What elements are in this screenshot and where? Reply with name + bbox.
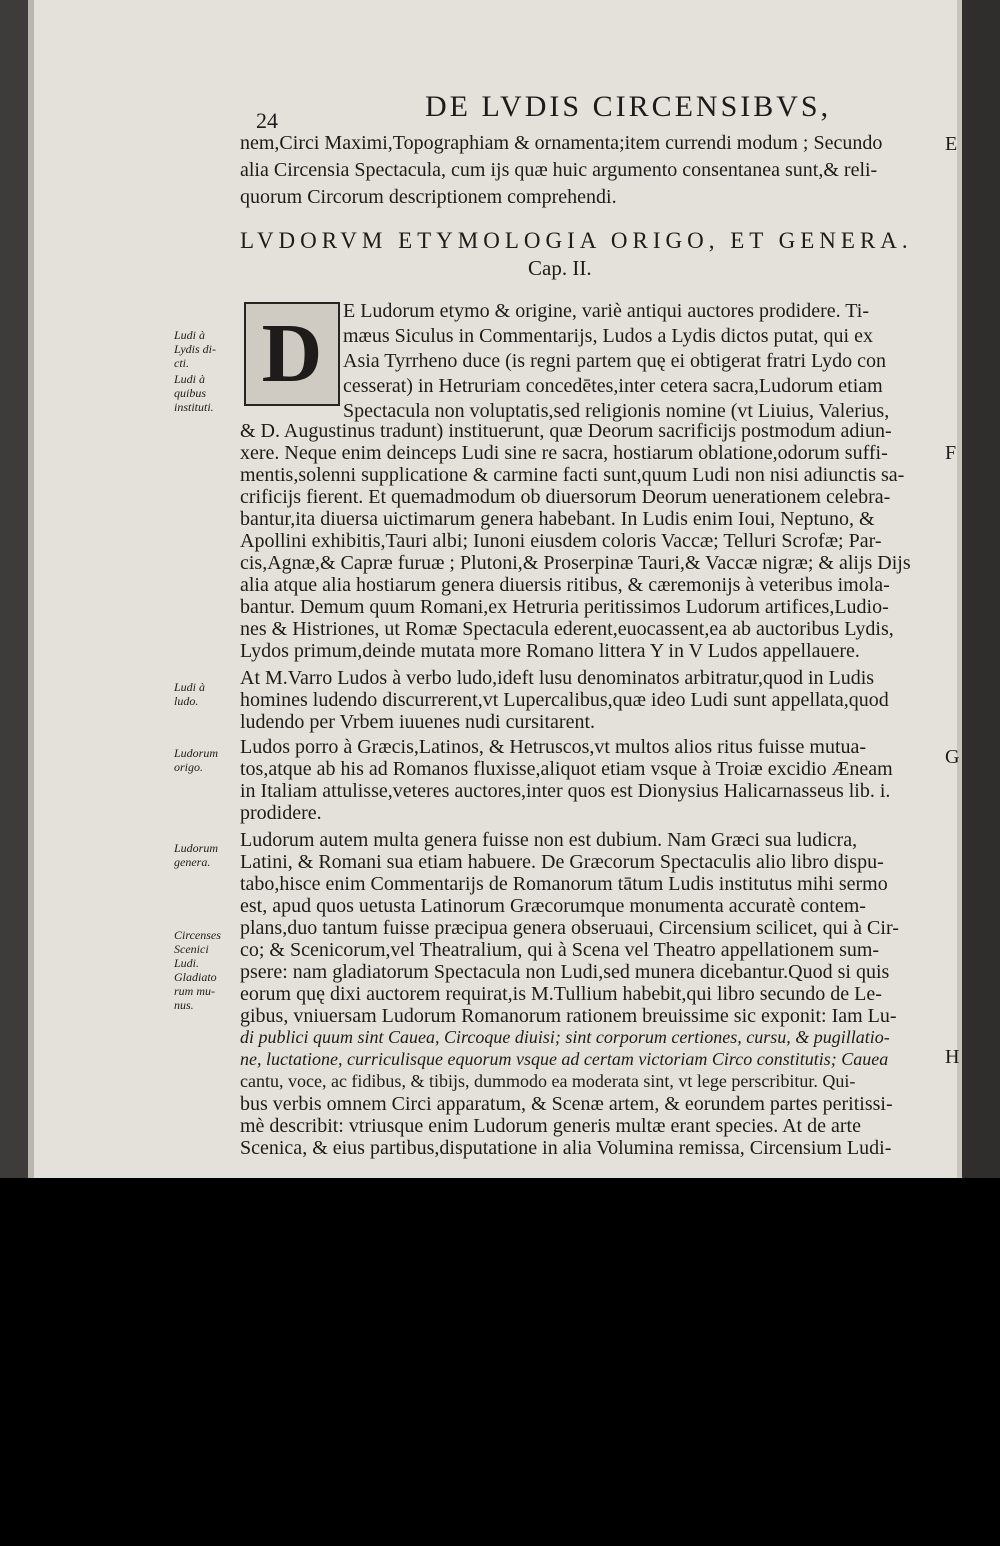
text-line: cantu, voce, ac fidibus, & tibijs, dummodo ea moderata sint, vt lege perscribitur. Qui- <box>240 1071 856 1091</box>
text-line-italic: ne, luctatione, curriculisque equorum vsque ad certam victoriam Circo constitutis; Cauea <box>240 1049 889 1069</box>
text-line: mè describit: vtriusque enim Ludorum generis multæ erant species. At de arte <box>240 1115 861 1137</box>
text-line: Scenica, & eius partibus,disputatione in alia Volumina remissa, Circensium Ludi- <box>240 1137 892 1159</box>
text-line: nem,Circi Maximi,Topographiam & ornamenta;item currendi modum ; Secundo <box>240 132 883 154</box>
margin-note: Ludorum <box>174 746 219 760</box>
margin-note: Lydis di- <box>174 342 216 356</box>
text-line: psere: nam gladiatorum Spectacula non Ludi,sed munera dicebantur.Quod si quis <box>240 961 890 983</box>
text-line-italic: di publici quum sint Cauea, Circoque diuisi; sint corporum certiones, cursu, & pugillatio- <box>240 1027 890 1047</box>
text-line: mæus Siculus in Commentarijs, Ludos a Lydis dictos putat, qui ex <box>343 325 873 347</box>
margin-note: origo. <box>174 760 204 774</box>
text-line: homines ludendo discurrerent,vt Lupercalibus,quæ ideo Ludi sunt appellata,quod <box>240 689 889 711</box>
text-line: bantur,ita diuersa uictimarum genera habebant. In Ludis enim Ioui, Neptuno, & <box>240 508 875 530</box>
text-line: Asia Tyrrheno duce (is regni partem quę ei obtigerat fratri Lydo con <box>343 350 887 372</box>
text-line: cis,Agnæ,& Capræ furuæ ; Plutoni,& Proserpinæ Tauri,& Vaccæ nigræ; & alijs Dijs <box>240 552 911 574</box>
margin-note: quibus <box>174 386 207 400</box>
text-line: alia Circensia Spectacula, cum ijs quæ huic argumento consentanea sunt,& reli- <box>240 159 878 181</box>
section-letter: E <box>945 133 958 155</box>
margin-note: Circenses <box>174 928 221 942</box>
text-line: At M.Varro Ludos à verbo ludo,ideft lusu denominatos arbitratur,quod in Ludis <box>240 667 875 689</box>
drop-cap-letter: D <box>261 307 323 400</box>
margin-note: Gladiato <box>174 970 217 984</box>
text-line: gibus, vniuersam Ludorum Romanorum rationem breuissime sic exponit: Iam Lu- <box>240 1005 897 1027</box>
text-line: plans,duo tantum fuisse præcipua genera obseruaui, Circensium scilicet, qui à Cir- <box>240 917 899 939</box>
text-line: nes & Histriones, ut Romæ Spectacula ederent,euocassent,ea ab auctoribus Lydis, <box>240 618 894 640</box>
drop-cap <box>244 302 340 406</box>
page-number: 24 <box>256 108 278 133</box>
margin-note: Ludorum <box>174 841 219 855</box>
text-line: xere. Neque enim deinceps Ludi sine re sacra, hostiarum oblatione,odorum suffi- <box>240 442 888 464</box>
text-line: co; & Scenicorum,vel Theatralium, qui à Scena vel Theatro appellationem sum- <box>240 939 880 961</box>
running-head: DE LVDIS CIRCENSIBVS, <box>425 90 832 123</box>
text-line: eorum quę dixi auctorem requirat,is M.Tullium habebit,qui libro secundo de Le- <box>240 983 882 1005</box>
left-page-edge <box>28 0 34 1178</box>
text-line: ludendo per Vrbem iuuenes nudi cursitarent. <box>240 711 595 733</box>
section-letter: G <box>945 746 960 768</box>
section-title: LVDORVM ETYMOLOGIA ORIGO, ET GENERA. <box>240 228 913 253</box>
section-letter: H <box>945 1046 960 1068</box>
right-background <box>962 0 1000 1178</box>
margin-note: Ludi à <box>174 680 206 694</box>
margin-note: Scenici <box>174 942 209 956</box>
text-line: tabo,hisce enim Commentarijs de Romanorum tātum Ludis institutus mihi sermo <box>240 873 888 895</box>
text-line: est, apud quos uetusta Latinorum Græcorumque monumenta accuratè contem- <box>240 895 866 917</box>
margin-note: genera. <box>174 855 211 869</box>
margin-note: ludo. <box>174 694 199 708</box>
margin-note: cti. <box>174 356 189 370</box>
empty-background <box>0 1178 1000 1546</box>
text-line: crificijs fierent. Et quemadmodum ob diuersorum Deorum uenerationem celebra- <box>240 486 891 508</box>
left-binding-shadow <box>0 0 28 1178</box>
text-line: E Ludorum etymo & origine, variè antiqui auctores prodidere. Ti- <box>343 300 869 322</box>
section-letter: F <box>945 442 957 464</box>
text-line: & D. Augustinus tradunt) instituerunt, quæ Deorum sacrificijs postmodum adiun- <box>240 420 892 442</box>
chapter-label: Cap. II. <box>528 256 592 280</box>
margin-note: Ludi à <box>174 372 206 386</box>
text-line: Latini, & Romani sua etiam habuere. De Græcorum Spectaculis alio libro dispu- <box>240 851 884 873</box>
text-line: alia atque alia hostiarum genera diuersis ritibus, & cæremonijs à veteribus imola- <box>240 574 890 596</box>
text-line: bus verbis omnem Circi apparatum, & Scenæ artem, & eorundem partes peritissi- <box>240 1093 893 1115</box>
text-line: Lydos primum,deinde mutata more Romano littera Y in V Ludos appellauere. <box>240 640 860 662</box>
text-line: Ludorum autem multa genera fuisse non est dubium. Nam Græci sua ludicra, <box>240 829 858 851</box>
text-line: prodidere. <box>240 802 322 824</box>
text-line: Spectacula non voluptatis,sed religionis nomine (vt Liuius, Valerius, <box>343 400 890 422</box>
text-line: tos,atque ab his ad Romanos fluxisse,aliquot etiam vsque à Troiæ excidio Æneam <box>240 758 893 780</box>
text-line: mentis,solenni supplicatione & carmine facti sunt,quum Ludi non nisi adiunctis sa- <box>240 464 905 486</box>
text-line: in Italiam attulisse,veteres auctores,inter quos est Dionysius Halicarnasseus lib. i. <box>240 780 891 802</box>
margin-note: nus. <box>174 998 194 1012</box>
margin-note: instituti. <box>174 400 214 414</box>
text-line: cesserat) in Hetruriam concedētes,inter cetera sacra,Ludorum etiam <box>343 375 883 397</box>
text-line: quorum Circorum descriptionem comprehendi. <box>240 186 617 208</box>
text-line: bantur. Demum quum Romani,ex Hetruria peritissimos Ludorum artifices,Ludio- <box>240 596 889 618</box>
margin-note: rum mu- <box>174 984 215 998</box>
margin-note: Ludi. <box>174 956 200 970</box>
text-line: Ludos porro à Græcis,Latinos, & Hetruscos,vt multos alios ritus fuisse mutua- <box>240 736 867 758</box>
margin-note: Ludi à <box>174 328 206 342</box>
text-line: Apollini exhibitis,Tauri albi; Iunoni eiusdem coloris Vaccæ; Telluri Scrofæ; Par- <box>240 530 882 552</box>
